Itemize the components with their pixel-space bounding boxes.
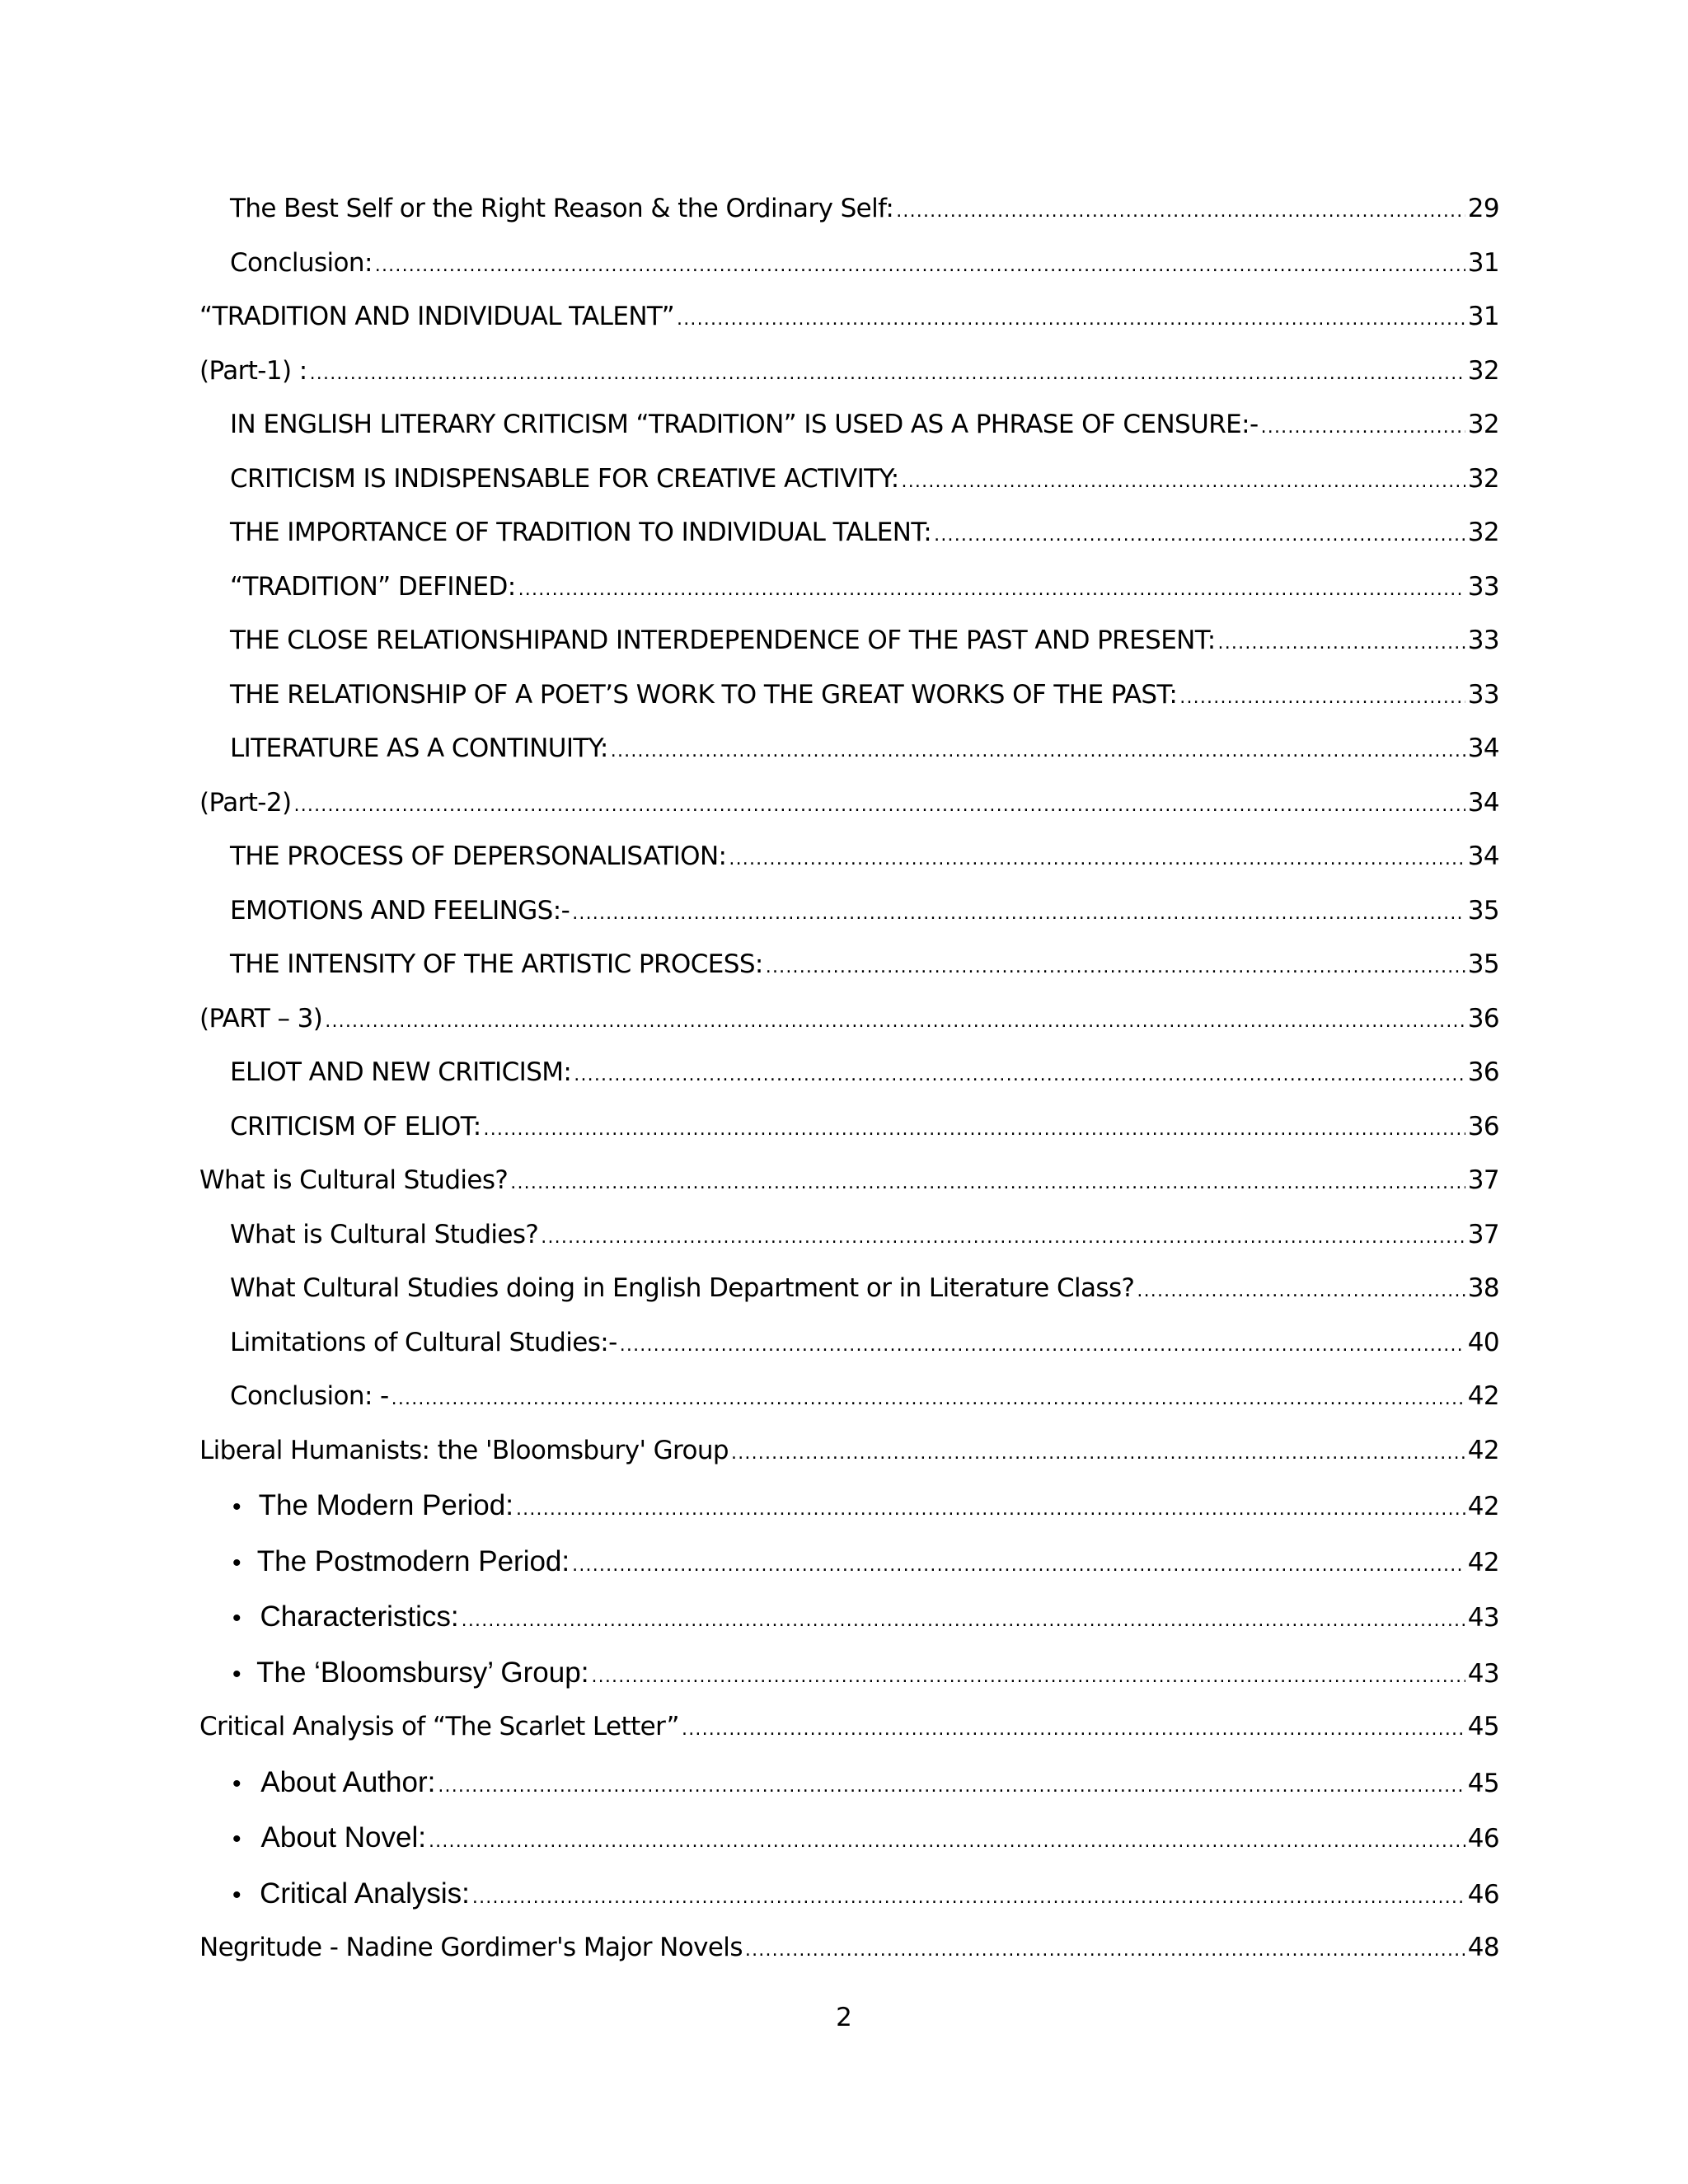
toc-entry-title: “TRADITION AND INDIVIDUAL TALENT”: [199, 302, 675, 331]
bullet-icon: •: [232, 1769, 241, 1797]
toc-entry-page-number: 42: [1467, 1492, 1499, 1521]
toc-entry[interactable]: [199, 1821, 1499, 1877]
toc-entry-title: (PART – 3): [199, 1003, 323, 1033]
dot-leader: [729, 849, 1465, 869]
toc-entry-title: The Best Self or the Right Reason & the Ordinary Self:: [230, 194, 894, 223]
toc-entry-title: Conclusion: -: [230, 1381, 389, 1411]
toc-entry-page-number: 38: [1467, 1273, 1499, 1303]
dot-leader: [484, 1119, 1465, 1140]
toc-entry[interactable]: [199, 572, 1499, 626]
toc-entry-title: IN ENGLISH LITERARY CRITICISM “TRADITION” IS USED AS A PHRASE OF CENSURE:-: [230, 410, 1259, 439]
table-of-contents: [199, 194, 1499, 1987]
dot-leader: [510, 1173, 1465, 1193]
dot-leader: [682, 1719, 1465, 1740]
toc-entry-title: What is Cultural Studies?: [199, 1165, 509, 1195]
toc-entry[interactable]: [199, 1489, 1499, 1545]
toc-entry[interactable]: [199, 1165, 1499, 1220]
toc-entry-page-number: 37: [1467, 1165, 1499, 1195]
page-number: 2: [836, 2003, 852, 2032]
toc-entry[interactable]: [199, 626, 1499, 680]
toc-entry-page-number: 36: [1467, 1003, 1499, 1033]
dot-leader: [516, 1499, 1465, 1520]
toc-entry[interactable]: [199, 1712, 1499, 1766]
dot-leader: [896, 201, 1465, 222]
dot-leader: [1218, 633, 1465, 654]
toc-entry[interactable]: [199, 1601, 1499, 1657]
toc-entry-page-number: 33: [1467, 571, 1499, 602]
dot-leader: [438, 1776, 1465, 1797]
toc-entry[interactable]: [199, 356, 1499, 410]
toc-entry-title: The ‘Bloomsbursy’ Group:: [256, 1656, 589, 1689]
toc-entry-title: About Author:: [260, 1765, 436, 1798]
dot-leader: [392, 1389, 1465, 1409]
toc-entry-page-number: 35: [1467, 949, 1499, 979]
toc-entry[interactable]: [199, 1381, 1499, 1436]
bullet-icon: •: [232, 1881, 241, 1909]
toc-entry[interactable]: [199, 788, 1499, 842]
dot-leader: [310, 363, 1465, 384]
toc-entry[interactable]: [199, 896, 1499, 950]
dot-leader: [677, 309, 1465, 330]
toc-entry-page-number: 40: [1467, 1327, 1499, 1357]
toc-entry[interactable]: [199, 410, 1499, 464]
toc-entry[interactable]: [199, 733, 1499, 788]
toc-entry-title: Liberal Humanists: the 'Bloomsbury' Group: [199, 1435, 729, 1465]
toc-entry-title: Characteristics:: [260, 1601, 459, 1633]
toc-entry-title: THE INTENSITY OF THE ARTISTIC PROCESS:: [230, 949, 763, 979]
toc-entry-page-number: 31: [1467, 247, 1499, 278]
toc-entry[interactable]: [199, 194, 1499, 248]
toc-entry-title: LITERATURE AS A CONTINUITY:: [230, 733, 608, 763]
dot-leader: [620, 1335, 1465, 1356]
toc-entry-page-number: 45: [1467, 1712, 1499, 1741]
dot-leader: [572, 1555, 1465, 1576]
dot-leader: [462, 1610, 1465, 1631]
bullet-icon: •: [232, 1549, 241, 1577]
toc-entry[interactable]: [199, 1273, 1499, 1328]
dot-leader: [325, 1011, 1465, 1032]
toc-entry-page-number: 34: [1467, 733, 1499, 763]
toc-entry-page-number: 32: [1467, 410, 1499, 439]
toc-entry[interactable]: [199, 1004, 1499, 1058]
toc-entry-page-number: 36: [1467, 1111, 1499, 1141]
toc-entry[interactable]: [199, 1220, 1499, 1274]
toc-entry[interactable]: [199, 302, 1499, 356]
dot-leader: [574, 1065, 1465, 1085]
toc-entry-title: Conclusion:: [230, 247, 373, 278]
dot-leader: [591, 1666, 1465, 1687]
toc-entry-title: THE RELATIONSHIP OF A POET’S WORK TO THE GREAT WORKS OF THE PAST:: [230, 679, 1178, 710]
toc-entry[interactable]: [199, 1112, 1499, 1166]
dot-leader: [902, 471, 1465, 492]
toc-entry-page-number: 36: [1467, 1057, 1499, 1087]
toc-entry-page-number: 29: [1467, 194, 1499, 223]
dot-leader: [934, 525, 1465, 546]
toc-entry-title: EMOTIONS AND FEELINGS:-: [230, 895, 570, 926]
toc-entry[interactable]: [199, 1436, 1499, 1490]
toc-entry-page-number: 48: [1467, 1933, 1499, 1962]
toc-entry-title: Limitations of Cultural Studies:-: [230, 1327, 617, 1357]
dot-leader: [518, 579, 1465, 600]
dot-leader: [1137, 1281, 1465, 1301]
toc-entry[interactable]: [199, 1766, 1499, 1822]
bullet-icon: •: [232, 1825, 241, 1853]
dot-leader: [611, 741, 1465, 762]
toc-entry-page-number: 31: [1467, 302, 1499, 331]
toc-entry[interactable]: [199, 248, 1499, 302]
toc-entry-page-number: 33: [1467, 626, 1499, 655]
toc-entry-page-number: 32: [1467, 463, 1499, 494]
toc-entry-page-number: 33: [1467, 679, 1499, 710]
toc-entry-title: THE CLOSE RELATIONSHIPAND INTERDEPENDENCE OF THE PAST AND PRESENT:: [230, 626, 1216, 655]
toc-entry-page-number: 42: [1467, 1381, 1499, 1411]
toc-entry-title: About Novel:: [260, 1821, 426, 1854]
toc-entry-title: What is Cultural Studies?: [230, 1219, 539, 1249]
toc-entry-page-number: 35: [1467, 895, 1499, 926]
toc-entry[interactable]: [199, 680, 1499, 734]
toc-entry-page-number: 45: [1467, 1768, 1499, 1798]
bullet-icon: •: [232, 1605, 241, 1632]
toc-entry-title: THE IMPORTANCE OF TRADITION TO INDIVIDUAL TALENT:: [230, 518, 932, 547]
toc-entry-page-number: 34: [1467, 787, 1499, 818]
toc-entry[interactable]: [199, 949, 1499, 1004]
toc-entry[interactable]: [199, 1657, 1499, 1713]
toc-entry-page-number: 42: [1467, 1547, 1499, 1577]
dot-leader: [1261, 417, 1465, 438]
toc-entry[interactable]: [199, 464, 1499, 518]
toc-entry[interactable]: [199, 1057, 1499, 1112]
dot-leader: [572, 903, 1465, 924]
toc-entry-title: The Modern Period:: [258, 1489, 513, 1521]
toc-entry-title: (Part-2): [199, 787, 292, 818]
toc-entry[interactable]: [199, 1328, 1499, 1382]
toc-entry-page-number: 34: [1467, 841, 1499, 871]
toc-entry-page-number: 32: [1467, 355, 1499, 386]
dot-leader: [766, 957, 1465, 977]
dot-leader: [429, 1831, 1465, 1852]
toc-entry-page-number: 46: [1467, 1824, 1499, 1854]
dot-leader: [472, 1887, 1465, 1908]
toc-entry-page-number: 42: [1467, 1435, 1499, 1465]
toc-entry-title: The Postmodern Period:: [256, 1544, 570, 1577]
toc-entry-title: What Cultural Studies doing in English Department or in Literature Class?: [230, 1273, 1135, 1303]
toc-entry-title: ELIOT AND NEW CRITICISM:: [230, 1057, 572, 1087]
dot-leader: [294, 795, 1465, 816]
toc-entry[interactable]: [199, 1545, 1499, 1601]
dot-leader: [375, 255, 1465, 276]
dot-leader: [1179, 687, 1465, 708]
toc-entry-title: Critical Analysis:: [260, 1877, 470, 1910]
bullet-icon: •: [232, 1660, 241, 1688]
bullet-icon: •: [232, 1493, 241, 1521]
toc-entry-title: Negritude - Nadine Gordimer's Major Novels: [199, 1933, 743, 1962]
toc-entry[interactable]: [199, 841, 1499, 896]
toc-entry-title: CRITICISM OF ELIOT:: [230, 1111, 481, 1141]
toc-entry-page-number: 32: [1467, 518, 1499, 547]
toc-entry[interactable]: [199, 1877, 1499, 1933]
toc-entry[interactable]: [199, 518, 1499, 572]
toc-entry-page-number: 43: [1467, 1658, 1499, 1689]
toc-entry-title: “TRADITION” DEFINED:: [230, 571, 516, 602]
dot-leader: [731, 1443, 1465, 1464]
toc-entry-page-number: 43: [1467, 1603, 1499, 1633]
toc-entry-title: THE PROCESS OF DEPERSONALISATION:: [230, 841, 727, 871]
toc-entry-title: CRITICISM IS INDISPENSABLE FOR CREATIVE ACTIVITY:: [230, 463, 899, 494]
dot-leader: [541, 1227, 1465, 1248]
toc-entry-title: (Part-1) :: [199, 355, 307, 386]
toc-entry-page-number: 46: [1467, 1879, 1499, 1910]
toc-entry-title: Critical Analysis of “The Scarlet Letter”: [199, 1712, 680, 1741]
toc-entry[interactable]: [199, 1933, 1499, 1987]
dot-leader: [745, 1940, 1465, 1961]
toc-entry-page-number: 37: [1467, 1219, 1499, 1249]
